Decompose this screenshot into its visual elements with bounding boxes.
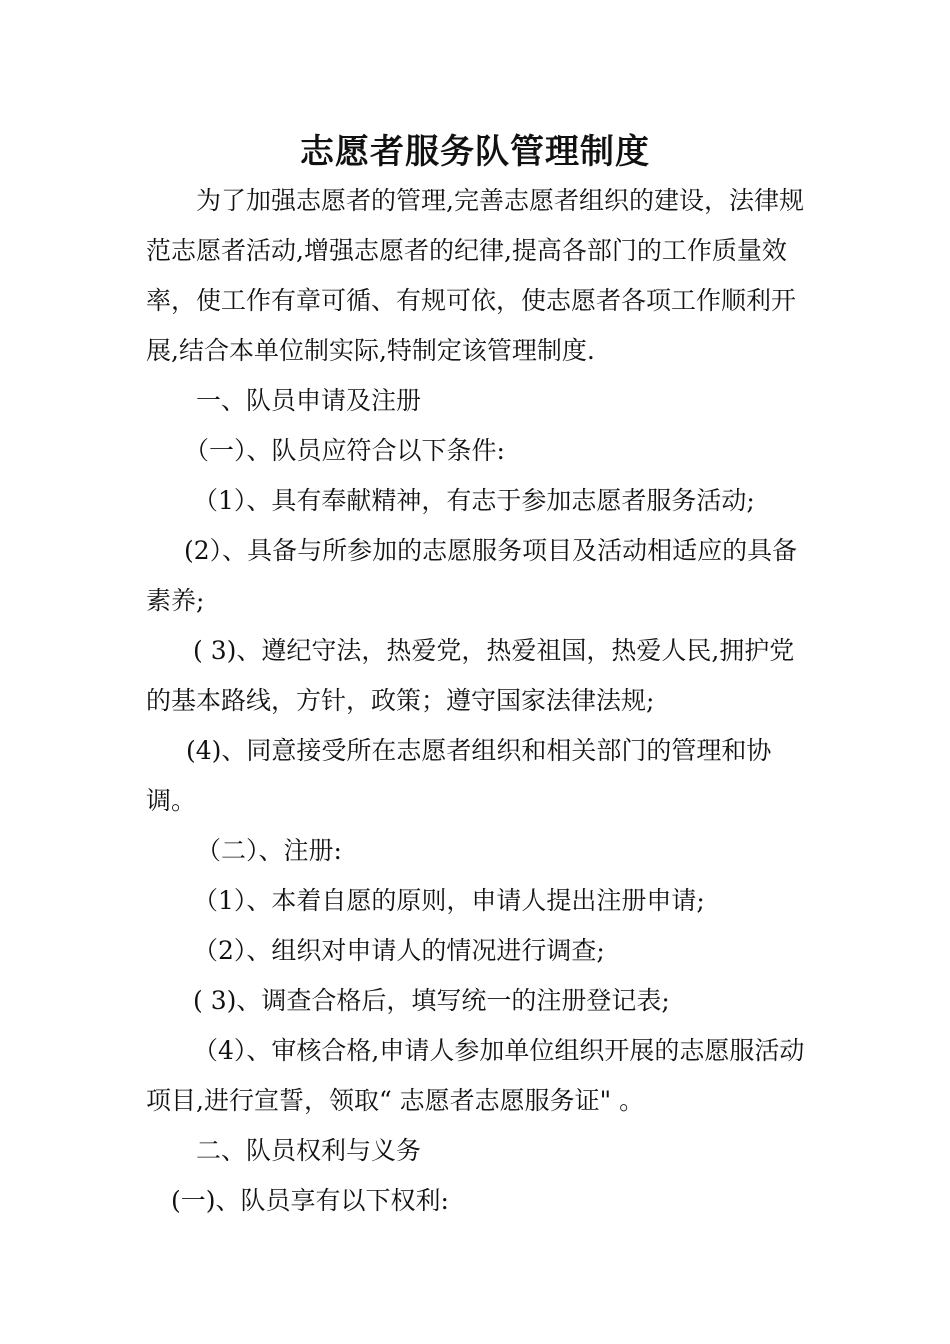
section-1-heading: 一、队员申请及注册 <box>196 386 422 415</box>
registration-item-1: （1）、本着自愿的原则，申请人提出注册申请; <box>193 886 705 915</box>
document-body <box>146 176 808 1226</box>
condition-item-4: (4)、同意接受所在志愿者组织和相关部门的管理和协调。 <box>146 736 772 815</box>
condition-item-1: （1）、具有奉献精神，有志于参加志愿者服务活动; <box>193 486 755 515</box>
section-1-sub-1-heading: （一）、队员应符合以下条件: <box>184 436 505 465</box>
document-title: 志愿者服务队管理制度 <box>300 132 650 172</box>
condition-item-2: (2）、具备与所参加的志愿服务项目及活动相适应的具备素养; <box>146 536 798 615</box>
condition-item-3: ( 3)、遵纪守法，热爱党，热爱祖国，热爱人民,拥护党的基本路线，方针，政策；遵守国家法律法规; <box>146 636 795 715</box>
registration-item-3: ( 3)、调查合格后，填写统一的注册登记表; <box>193 986 670 1015</box>
section-2-heading: 二、队员权利与义务 <box>196 1136 422 1165</box>
registration-item-4: （4）、审核合格,申请人参加单位组织开展的志愿服活动项目,进行宣誓，领取“ 志愿者志愿服务证" 。 <box>146 1036 805 1115</box>
registration-item-2: （2）、组织对申请人的情况进行调查; <box>193 936 605 965</box>
section-2-sub-1-heading: (一)、队员享有以下权利: <box>171 1186 449 1215</box>
section-1-sub-2-heading: （二）、注册: <box>196 836 342 865</box>
intro-paragraph: 为了加强志愿者的管理,完善志愿者组织的建设，法律规范志愿者活动,增强志愿者的纪律,提高各部门的工作质量效率，使工作有章可循、有规可依，使志愿者各项工作顺利开展,结合本单位制实际,特制定该管理制度. <box>146 186 804 365</box>
